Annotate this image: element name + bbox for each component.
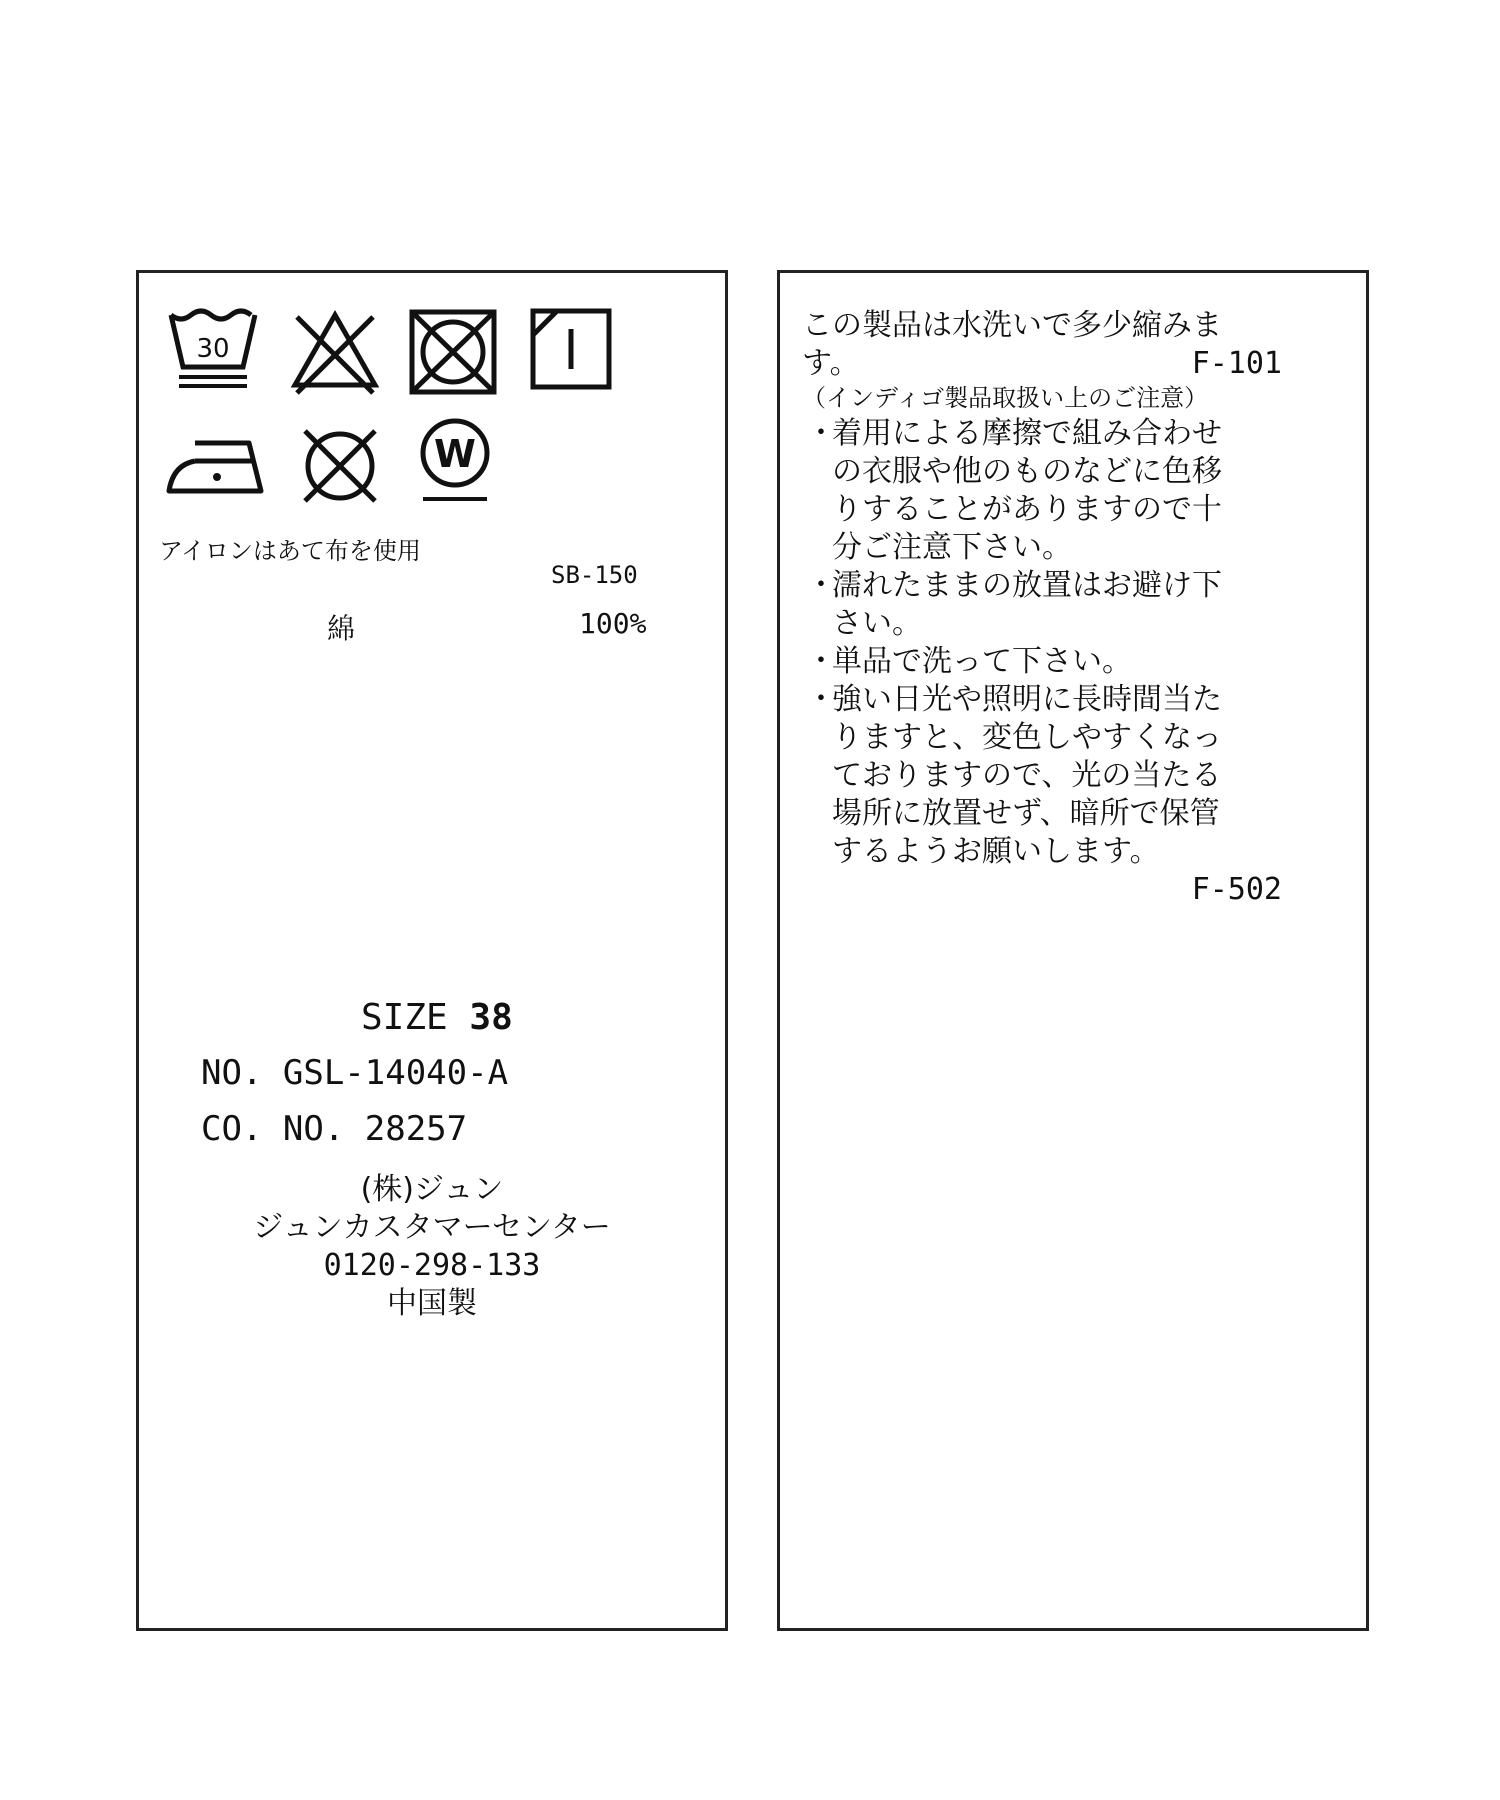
care-label-right: [777, 270, 1369, 1631]
no-dry-clean-icon: [297, 423, 383, 509]
indigo-heading: （インディゴ製品取扱い上のご注意）: [802, 384, 1209, 412]
bullet-line: ておりますので、光の当たる: [832, 758, 1222, 793]
drip-dry-icon: [529, 307, 613, 391]
size-label: SIZE: [361, 997, 448, 1038]
maker-phone: 0120-298-133: [323, 1248, 541, 1283]
product-number: NO. GSL-14040-A: [201, 1053, 509, 1093]
no-bleach-icon: [289, 309, 381, 395]
wash-30-gentle-icon: [165, 307, 261, 395]
wet-clean-gentle-icon: [417, 417, 493, 507]
size-line: [361, 997, 513, 1038]
care-notice: [802, 307, 1282, 909]
bullet-item: [802, 567, 1282, 643]
co-number: CO. NO. 28257: [201, 1109, 468, 1149]
maker-company: (株)ジュン: [360, 1172, 504, 1207]
care-note: アイロンはあて布を使用: [159, 537, 421, 565]
bullet-item: [802, 681, 1282, 871]
bullet-line: さい。: [832, 606, 922, 641]
bullet-item: [802, 643, 1282, 681]
bullet-line: の衣服や他のものなどに色移: [832, 454, 1222, 489]
fiber-code: SB-150: [551, 561, 638, 589]
shrink-line-2: す。: [802, 346, 860, 381]
bullet-line: 分ご注意下さい。: [832, 530, 1072, 565]
size-value: 38: [469, 997, 513, 1038]
country-of-origin: 中国製: [387, 1286, 477, 1321]
bullet-line: りますと、変色しやすくなっ: [832, 720, 1222, 755]
bullet-line: 場所に放置せず、暗所で保管: [832, 796, 1220, 831]
care-label-left: [136, 270, 728, 1631]
shrink-code: F-101: [1191, 346, 1282, 381]
bullet-line: するようお願いします。: [832, 834, 1160, 869]
iron-low-icon: [165, 433, 269, 499]
bullet-mark: ・: [806, 568, 836, 603]
shrink-line-1: この製品は水洗いで多少縮みま: [802, 308, 1222, 343]
bullet-line: 濡れたままの放置はお避け下: [832, 568, 1222, 603]
bullet-mark: ・: [806, 682, 836, 717]
maker-center: ジュンカスタマーセンター: [253, 1210, 611, 1245]
wash-temp-label: 30: [196, 334, 230, 364]
wet-clean-letter: W: [434, 432, 476, 476]
bullet-line: 着用による摩擦で組み合わせ: [832, 416, 1222, 451]
bullet-item: [802, 415, 1282, 567]
bullet-line: 強い日光や照明に長時間当た: [832, 682, 1222, 717]
shrink-line-2-row: [802, 345, 1282, 383]
bullet-line: 単品で洗って下さい。: [832, 644, 1132, 679]
indigo-code: F-502: [1191, 872, 1282, 907]
bullet-mark: ・: [806, 644, 836, 679]
bullet-line: りすることがありますので十: [832, 492, 1222, 527]
fiber-name: 綿: [327, 612, 356, 645]
maker-block: [139, 1171, 725, 1323]
bullet-mark: ・: [806, 416, 836, 451]
fiber-percent: 100%: [579, 607, 647, 640]
no-tumble-dry-icon: [407, 307, 499, 397]
